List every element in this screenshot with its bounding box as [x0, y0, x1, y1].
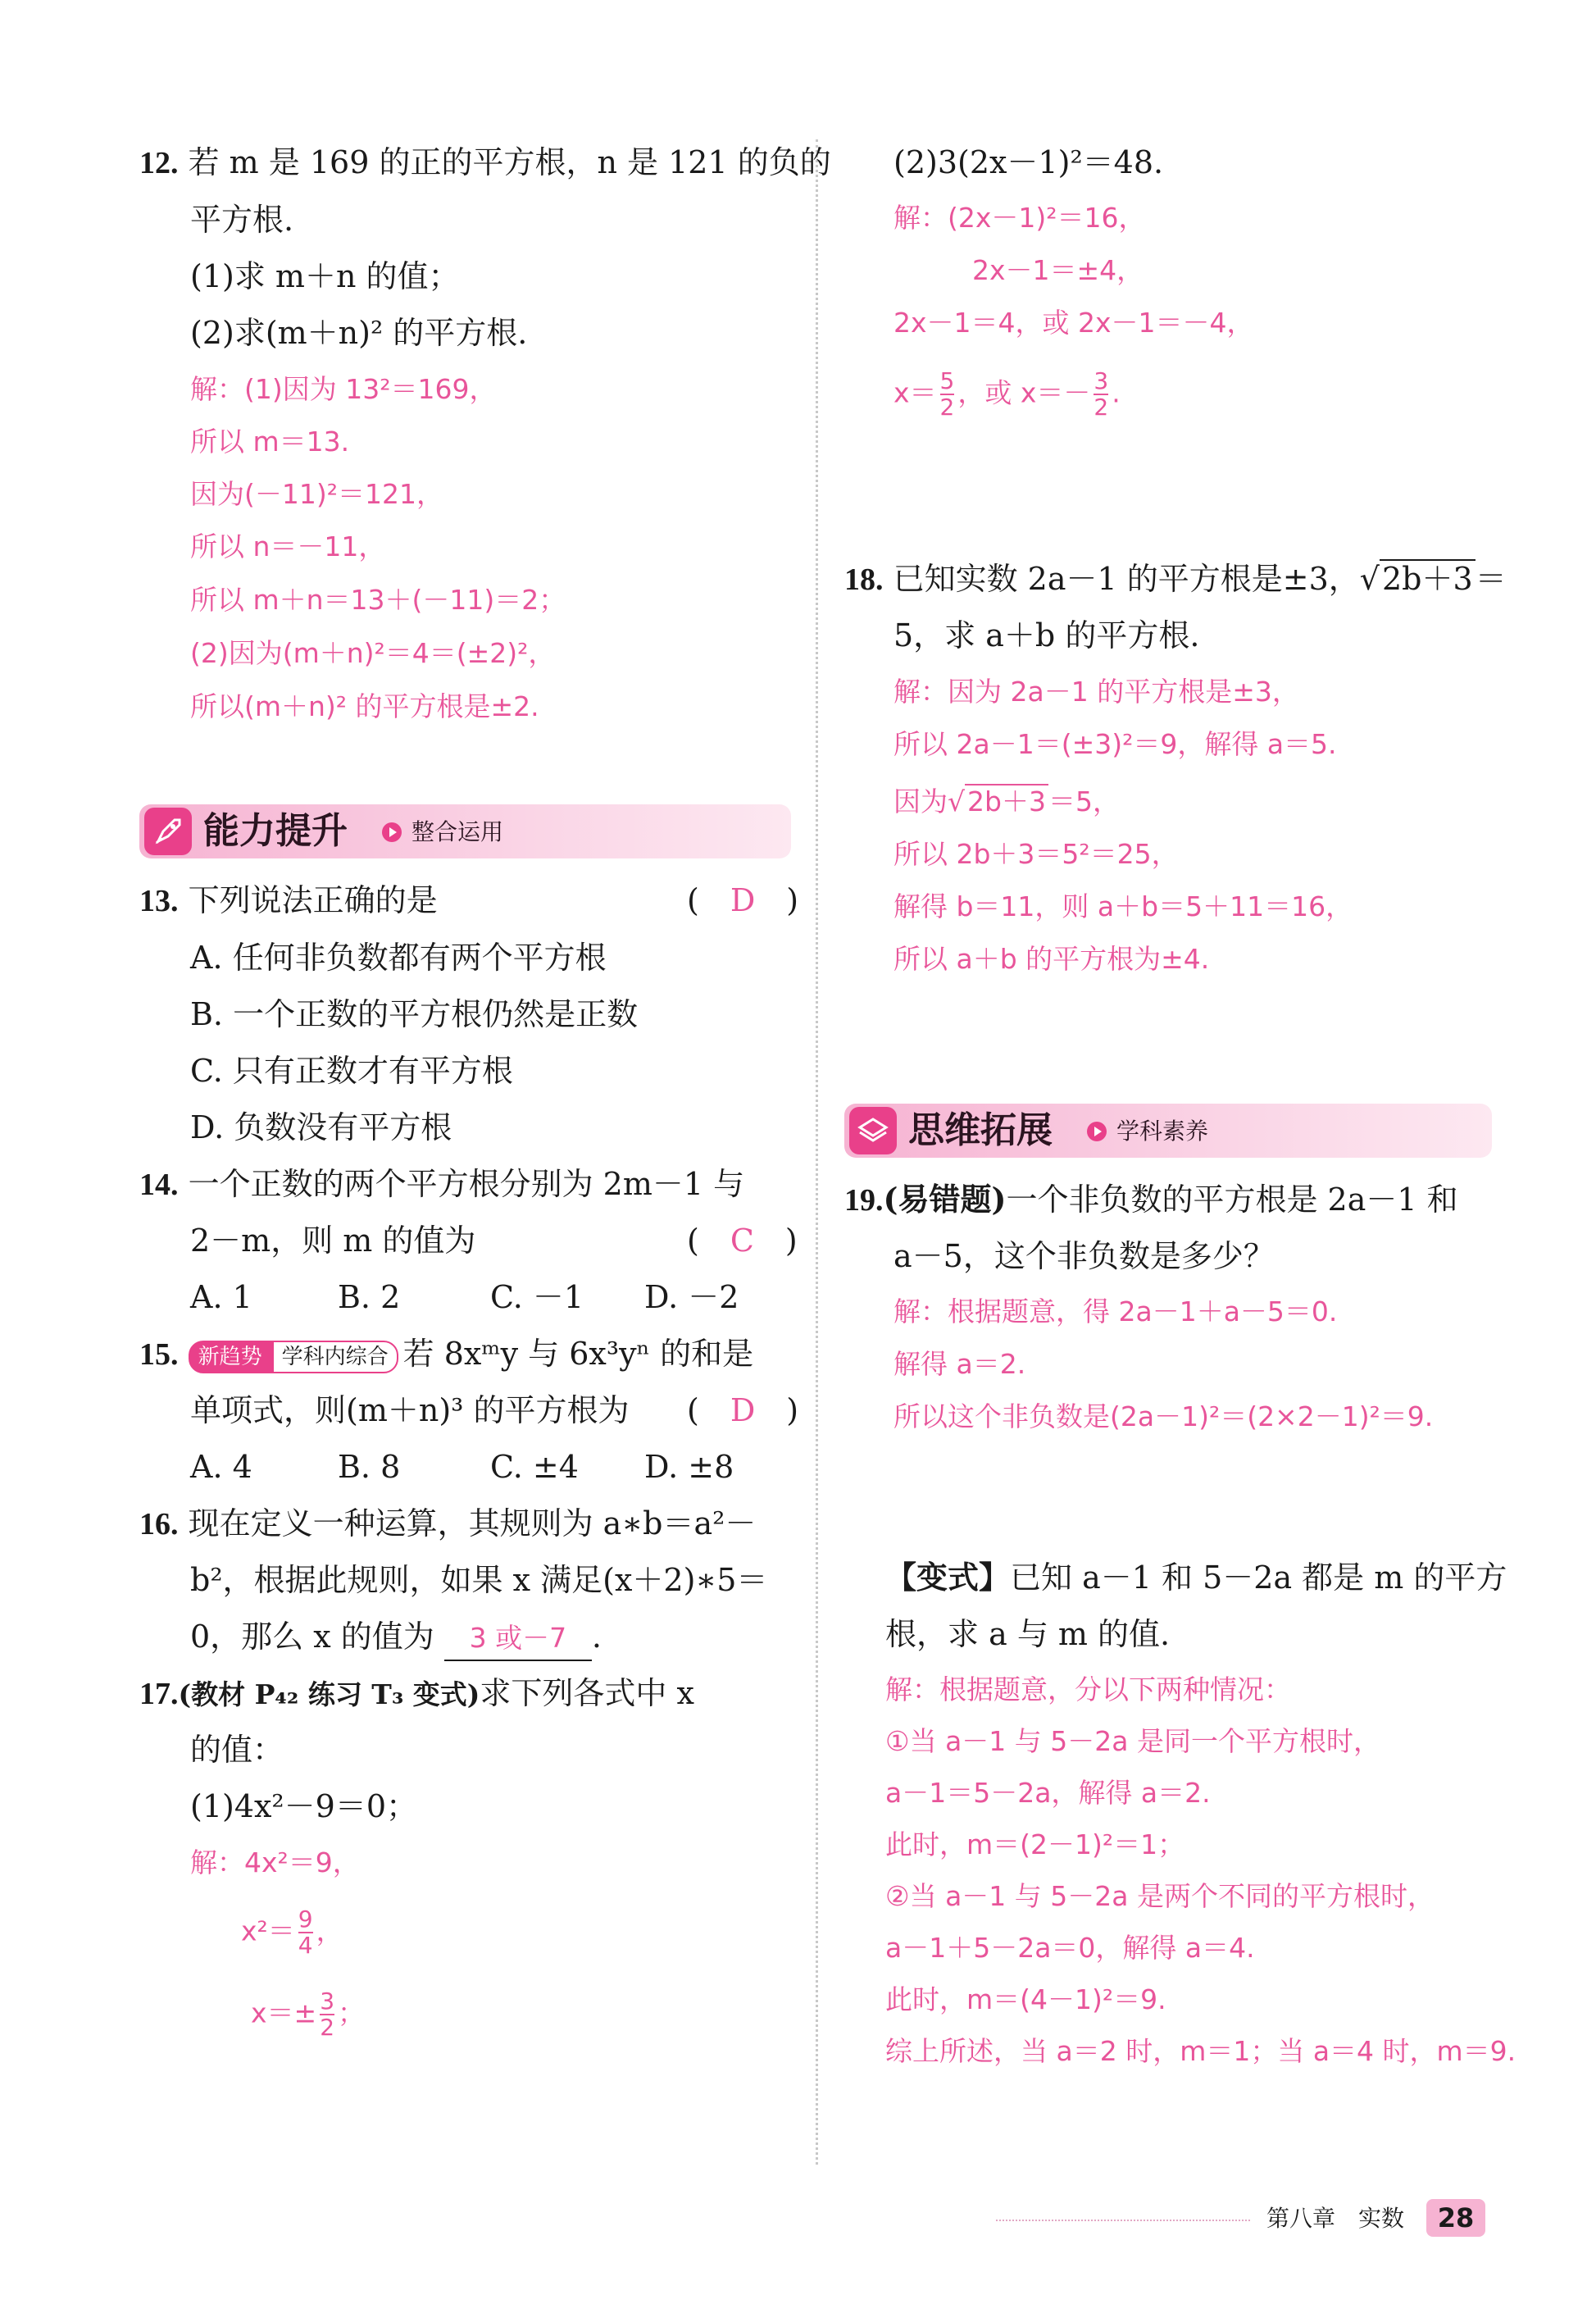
q13-option-d: D. 负数没有平方根	[190, 1109, 452, 1145]
q12-solution-6: (2)因为(m＋n)²＝4＝(±2)²，	[190, 637, 556, 669]
q17-sol2-line3: 2x－1＝4，或 2x－1＝－4，	[893, 307, 1254, 339]
sqrt-expression: 2b＋3	[1380, 559, 1476, 597]
q18-line1: 18. 已知实数 2a－1 的平方根是±3，√2b＋3＝	[844, 561, 1507, 597]
q14-option-a: A. 1	[190, 1279, 252, 1315]
q17-sol1-line1: 解：4x²＝9，	[190, 1846, 360, 1878]
q15-answer: D	[730, 1392, 756, 1428]
q19-solution-1: 解：根据题意，得 2a－1＋a－5＝0.	[893, 1295, 1338, 1327]
q13-stem: 13. 下列说法正确的是	[139, 882, 438, 918]
q12-part1: (1)求 m＋n 的值；	[190, 258, 460, 294]
q18-solution-5: 解得 b＝11，则 a＋b＝5＋11＝16，	[893, 890, 1353, 922]
q15-option-a: A. 4	[190, 1449, 252, 1485]
q16-line3: 0，那么 x 的值为 3 或－7 .	[190, 1615, 602, 1661]
q17-line1: 17.(教材 P₄₂ 练习 T₃ 变式)求下列各式中 x	[139, 1675, 694, 1711]
q19-solution-2: 解得 a＝2.	[893, 1348, 1026, 1380]
q12-line1: 12. 若 m 是 169 的正的平方根，n 是 121 的负的	[139, 144, 831, 180]
variant-solution-8: 综上所述，当 a＝2 时，m＝1；当 a＝4 时，m＝9.	[885, 2035, 1516, 2067]
layers-icon	[849, 1107, 897, 1154]
variant-solution-6: a－1＋5－2a＝0，解得 a＝4.	[885, 1932, 1255, 1964]
q17-sol2-line1: 解：(2x－1)²＝16，	[893, 202, 1146, 234]
q17-sol1-line3: x＝± $\frac{3}{2}$ ；	[251, 1988, 366, 2041]
q12-solution-5: 所以 m＋n＝13＋(－11)＝2；	[190, 584, 566, 616]
q12-part2: (2)求(m＋n)² 的平方根.	[190, 315, 528, 351]
q13-answer-box: ( D )	[687, 882, 799, 918]
q18-solution-6: 所以 a＋b 的平方根为±4.	[893, 943, 1210, 975]
q17-source: (教材 P₄₂ 练习 T₃ 变式)	[178, 1678, 480, 1710]
q12-solution-7: 所以(m＋n)² 的平方根是±2.	[190, 690, 539, 722]
q13-option-b: B. 一个正数的平方根仍然是正数	[190, 996, 639, 1032]
q14-line1: 14. 一个正数的两个平方根分别为 2m－1 与	[139, 1166, 745, 1202]
q12-solution-1: 解：(1)因为 13²＝169，	[190, 373, 497, 405]
q15-answer-box: ( D )	[687, 1392, 799, 1428]
q17-line2: 的值：	[190, 1732, 284, 1768]
variant-line1: 【变式】已知 a－1 和 5－2a 都是 m 的平方	[885, 1559, 1507, 1596]
q13-answer: D	[730, 882, 756, 918]
section-banner-thinking	[844, 1104, 1492, 1158]
q12-line2: 平方根.	[190, 202, 294, 238]
q17-part2: (2)3(2x－1)²＝48.	[893, 144, 1164, 180]
q16-line2: b²，根据此规则，如果 x 满足(x＋2)∗5＝	[190, 1562, 768, 1598]
q17-sol2-line4: x＝ $\frac{5}{2}$ ，或 x＝－ $\frac{3}{2}$ .	[893, 367, 1121, 421]
variant-solution-7: 此时，m＝(4－1)²＝9.	[885, 1983, 1166, 2015]
section-subtitle: 整合运用	[412, 818, 504, 845]
q12-solution-2: 所以 m＝13.	[190, 426, 350, 458]
fraction-9-4: $\frac{9}{4}$	[298, 1906, 313, 1959]
integration-tag: 学科内综合	[272, 1341, 398, 1373]
fraction-5-2: $\frac{5}{2}$	[939, 367, 955, 421]
q15-option-d: D. ±8	[644, 1449, 734, 1485]
q14-option-d: D. －2	[644, 1279, 739, 1315]
section-title: 思维拓展	[908, 1109, 1053, 1151]
q14-answer-box: ( C )	[687, 1223, 798, 1259]
fraction-3-2: $\frac{3}{2}$	[320, 1988, 335, 2041]
variant-solution-1: 解：根据题意，分以下两种情况：	[885, 1673, 1291, 1705]
q18-solution-2: 所以 2a－1＝(±3)²＝9，解得 a＝5.	[893, 728, 1337, 760]
rocket-icon	[144, 808, 192, 855]
fraction-3-2-b: $\frac{3}{2}$	[1094, 367, 1109, 421]
q12-solution-4: 所以 n＝－11，	[190, 530, 386, 562]
section-title: 能力提升	[203, 810, 348, 852]
error-prone-tag: (易错题)	[883, 1181, 1007, 1218]
q19-line1: 19.(易错题)一个非负数的平方根是 2a－1 和	[844, 1181, 1458, 1218]
q17-sol2-line2: 2x－1＝±4，	[972, 254, 1144, 286]
variant-solution-3: a－1＝5－2a，解得 a＝2.	[885, 1777, 1211, 1809]
variant-line2: 根，求 a 与 m 的值.	[885, 1616, 1171, 1652]
q15-option-b: B. 8	[338, 1449, 401, 1485]
q18-solution-1: 解：因为 2a－1 的平方根是±3，	[893, 676, 1299, 708]
q13-option-c: C. 只有正数才有平方根	[190, 1053, 513, 1089]
q15-line2: 单项式，则(m＋n)³ 的平方根为	[190, 1392, 630, 1428]
variant-solution-5: ②当 a－1 与 5－2a 是两个不同的平方根时，	[885, 1880, 1435, 1912]
page-number: 28	[1426, 2199, 1485, 2237]
q12-number: 12.	[139, 146, 179, 180]
trend-tag: 新趋势	[189, 1341, 272, 1373]
q14-option-c: C. －1	[490, 1279, 584, 1315]
q19-line2: a－5，这个非负数是多少？	[893, 1238, 1275, 1274]
footer-chapter: 第八章 实数	[1266, 2205, 1405, 2232]
q16-line1: 16. 现在定义一种运算，其规则为 a∗b＝a²－	[139, 1505, 757, 1541]
q19-solution-3: 所以这个非负数是(2a－1)²＝(2×2－1)²＝9.	[893, 1400, 1434, 1432]
footer-rule	[996, 2220, 1250, 2221]
q18-solution-4: 所以 2b＋3＝5²＝25，	[893, 838, 1179, 870]
q12-solution-3: 因为(－11)²＝121，	[190, 478, 443, 510]
q13-option-a: A. 任何非负数都有两个平方根	[190, 940, 607, 976]
q18-line2: 5，求 a＋b 的平方根.	[893, 617, 1200, 653]
variant-label: 【变式】	[885, 1559, 1011, 1596]
q18-solution-3: 因为√2b＋3＝5，	[893, 785, 1120, 817]
q15-option-c: C. ±4	[490, 1449, 579, 1485]
play-icon	[1087, 1122, 1107, 1141]
column-divider	[816, 139, 818, 2165]
q17-sol1-line2: x²＝ $\frac{9}{4}$ ，	[241, 1906, 343, 1959]
variant-solution-2: ①当 a－1 与 5－2a 是同一个平方根时，	[885, 1725, 1380, 1757]
q16-answer-blank: 3 或－7	[444, 1617, 592, 1661]
section-subtitle: 学科素养	[1116, 1118, 1209, 1145]
q14-line2: 2－m，则 m 的值为	[190, 1223, 476, 1259]
q14-answer: C	[730, 1223, 754, 1259]
q15-line1: 15. 新趋势 学科内综合 若 8xᵐy 与 6x³yⁿ 的和是	[139, 1336, 754, 1372]
variant-solution-4: 此时，m＝(2－1)²＝1；	[885, 1828, 1185, 1860]
q17-part1: (1)4x²－9＝0；	[190, 1788, 418, 1824]
q14-option-b: B. 2	[338, 1279, 401, 1315]
play-icon	[382, 822, 402, 842]
section-banner-ability	[139, 804, 791, 858]
